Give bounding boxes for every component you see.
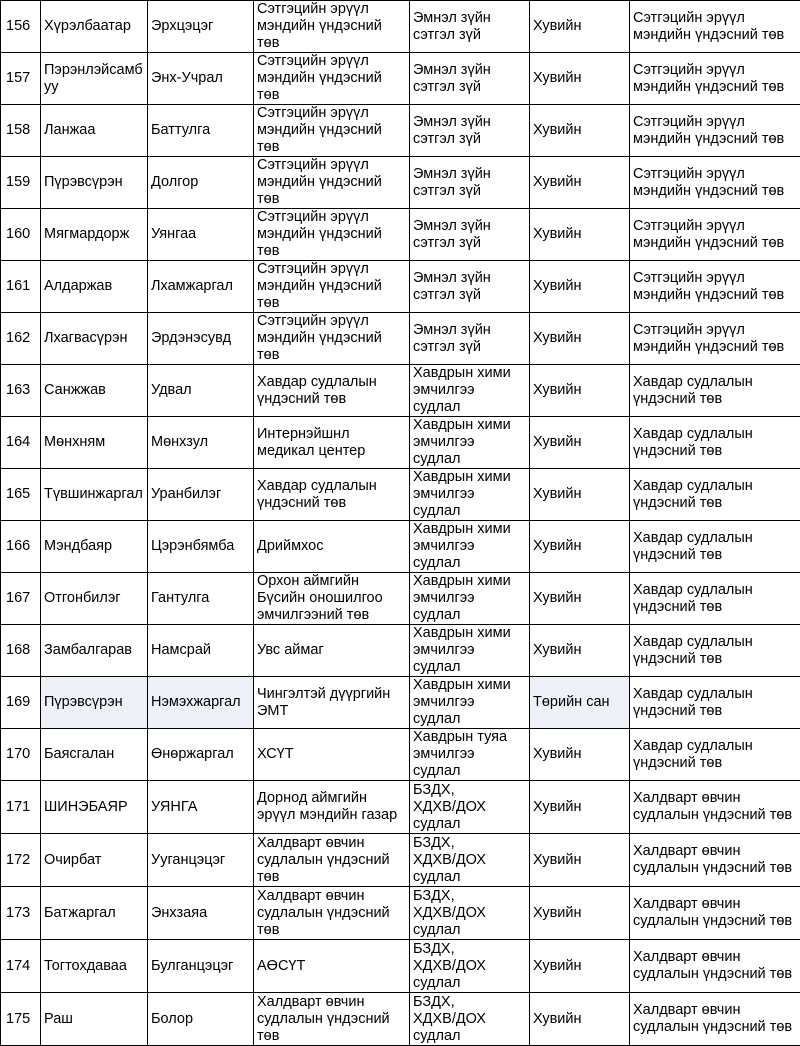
- cell-line: Халдварт өвчин: [257, 888, 406, 905]
- cell-line: Хавдрын хими: [413, 573, 526, 590]
- university-cell: [630, 417, 800, 469]
- cell-line: мэндийн үндэсний төв: [633, 131, 797, 148]
- cell-line: судлал: [413, 922, 526, 939]
- given-name-cell: Ууганцэцэг: [148, 834, 254, 887]
- cell-line: Сэтгэцийн эрүүл: [257, 261, 406, 278]
- surname-cell: Алдаржав: [41, 261, 148, 313]
- given-name-cell: Уянгаа: [148, 209, 254, 261]
- specialty-cell: [410, 313, 530, 365]
- row-number: 166: [1, 521, 41, 573]
- cell-line: Сэтгэцийн эрүүл: [633, 166, 797, 183]
- cell-line: Сэтгэцийн эрүүл: [633, 10, 797, 27]
- given-name-cell: Лхамжаргал: [148, 261, 254, 313]
- table-row: [1, 417, 800, 469]
- cell-line: судлалын үндэсний төв: [633, 860, 797, 877]
- cell-line: Сэтгэцийн эрүүл: [633, 62, 797, 79]
- row-number: 171: [1, 781, 41, 834]
- cell-line: Эмнэл зүйн: [413, 62, 526, 79]
- cell-line: эмчилгээ судлал: [413, 746, 526, 780]
- university-cell: [630, 573, 800, 625]
- cell-line: үндэсний төв: [633, 755, 797, 772]
- cell-line: эмчилгээ судлал: [413, 642, 526, 676]
- cell-line: ХДХВ/ДОХ: [413, 1011, 526, 1028]
- cell-line: үндэсний төв: [633, 547, 797, 564]
- funding-cell: Хувийн: [530, 940, 630, 993]
- university-cell: [630, 365, 800, 417]
- specialty-cell: [410, 677, 530, 729]
- cell-line: Хавдрын хими: [413, 677, 526, 694]
- specialty-cell: [410, 105, 530, 157]
- surname-cell: Пэрэнлэйсамб уу: [41, 53, 148, 105]
- given-name-cell: Булганцэцэг: [148, 940, 254, 993]
- cell-line: Хавдар судлалын: [633, 374, 797, 391]
- university-cell: [630, 157, 800, 209]
- given-name-cell: УЯНГА: [148, 781, 254, 834]
- funding-cell: Төрийн сан: [530, 677, 630, 729]
- row-number: 162: [1, 313, 41, 365]
- funding-cell: Хувийн: [530, 1, 630, 53]
- cell-line: БЗДХ,: [413, 941, 526, 958]
- cell-line: сэтгэл зүй: [413, 339, 526, 356]
- university-cell: [630, 53, 800, 105]
- cell-line: мэндийн үндэсний төв: [257, 226, 406, 260]
- surname-cell: Хүрэлбаатар: [41, 1, 148, 53]
- table-row: [1, 940, 800, 993]
- given-name-cell: Баттулга: [148, 105, 254, 157]
- given-name-cell: Эрдэнэсувд: [148, 313, 254, 365]
- cell-line: Халдварт өвчин: [633, 1002, 797, 1019]
- table-row: [1, 993, 800, 1046]
- cell-line: Сэтгэцийн эрүүл: [257, 313, 406, 330]
- cell-line: Эмнэл зүйн: [413, 166, 526, 183]
- funding-cell: Хувийн: [530, 887, 630, 940]
- cell-line: Хавдар судлалын: [633, 738, 797, 755]
- cell-line: Эмнэл зүйн: [413, 114, 526, 131]
- surname-cell: Мягмардорж: [41, 209, 148, 261]
- row-number: 170: [1, 729, 41, 781]
- cell-line: мэндийн үндэсний төв: [257, 18, 406, 52]
- table-row: [1, 834, 800, 887]
- cell-line: Хавдрын туяа: [413, 729, 526, 746]
- cell-line: Халдварт өвчин: [633, 790, 797, 807]
- cell-line: мэндийн үндэсний төв: [257, 70, 406, 104]
- organization-cell: [254, 940, 410, 993]
- row-number: 168: [1, 625, 41, 677]
- row-number: 156: [1, 1, 41, 53]
- university-cell: [630, 105, 800, 157]
- organization-cell: [254, 417, 410, 469]
- cell-line: төв: [257, 1028, 406, 1045]
- cell-line: Дорнод аймгийн: [257, 790, 406, 807]
- given-name-cell: Болор: [148, 993, 254, 1046]
- table-row: [1, 209, 800, 261]
- surname-cell: Санжжав: [41, 365, 148, 417]
- cell-line: Сэтгэцийн эрүүл: [633, 114, 797, 131]
- table-row: [1, 261, 800, 313]
- surname-cell: Тогтохдаваа: [41, 940, 148, 993]
- specialty-cell: [410, 261, 530, 313]
- given-name-cell: Долгор: [148, 157, 254, 209]
- specialty-cell: [410, 521, 530, 573]
- funding-cell: Хувийн: [530, 625, 630, 677]
- cell-line: Хавдар судлалын: [633, 686, 797, 703]
- row-number: 158: [1, 105, 41, 157]
- organization-cell: [254, 365, 410, 417]
- surname-cell: Батжаргал: [41, 887, 148, 940]
- specialty-cell: [410, 365, 530, 417]
- organization-cell: [254, 53, 410, 105]
- cell-line: Сэтгэцийн эрүүл: [257, 157, 406, 174]
- cell-line: Сэтгэцийн эрүүл: [257, 53, 406, 70]
- specialty-cell: [410, 209, 530, 261]
- organization-cell: [254, 729, 410, 781]
- cell-line: Хавдар судлалын: [257, 478, 406, 495]
- cell-line: Сэтгэцийн эрүүл: [257, 1, 406, 18]
- funding-cell: Хувийн: [530, 781, 630, 834]
- table-row: [1, 105, 800, 157]
- cell-line: судлал: [413, 869, 526, 886]
- given-name-cell: Нэмэхжаргал: [148, 677, 254, 729]
- given-name-cell: Намсрай: [148, 625, 254, 677]
- funding-cell: Хувийн: [530, 729, 630, 781]
- cell-line: эрүүл мэндийн газар: [257, 807, 406, 824]
- university-cell: [630, 887, 800, 940]
- cell-line: Сэтгэцийн эрүүл: [257, 105, 406, 122]
- cell-line: Сэтгэцийн эрүүл: [633, 322, 797, 339]
- specialty-cell: [410, 157, 530, 209]
- table-row: [1, 365, 800, 417]
- funding-cell: Хувийн: [530, 993, 630, 1046]
- cell-line: эмчилгээ судлал: [413, 434, 526, 468]
- surname-cell: Ланжаа: [41, 105, 148, 157]
- table-row: [1, 573, 800, 625]
- surname-cell: Очирбат: [41, 834, 148, 887]
- cell-line: БЗДХ,: [413, 994, 526, 1011]
- cell-line: мэндийн үндэсний төв: [633, 183, 797, 200]
- cell-line: Сэтгэцийн эрүүл: [257, 209, 406, 226]
- row-number: 173: [1, 887, 41, 940]
- university-cell: [630, 261, 800, 313]
- row-number: 167: [1, 573, 41, 625]
- cell-line: Эмнэл зүйн: [413, 218, 526, 235]
- given-name-cell: Эрхцэцэг: [148, 1, 254, 53]
- cell-line: Интернэйшнл: [257, 426, 406, 443]
- surname-cell: Мөнхням: [41, 417, 148, 469]
- specialty-cell: [410, 940, 530, 993]
- cell-line: үндэсний төв: [257, 495, 406, 512]
- university-cell: [630, 677, 800, 729]
- given-name-cell: Гантулга: [148, 573, 254, 625]
- cell-line: Хавдрын хими: [413, 521, 526, 538]
- specialty-cell: [410, 1, 530, 53]
- cell-line: ХДХВ/ДОХ: [413, 958, 526, 975]
- cell-line: ХСҮТ: [257, 746, 406, 763]
- university-cell: [630, 209, 800, 261]
- organization-cell: [254, 261, 410, 313]
- row-number: 169: [1, 677, 41, 729]
- table-row: [1, 521, 800, 573]
- cell-line: Орхон аймгийн: [257, 573, 406, 590]
- cell-line: Хавдар судлалын: [633, 582, 797, 599]
- given-name-cell: Цэрэнбямба: [148, 521, 254, 573]
- cell-line: Хавдар судлалын: [633, 530, 797, 547]
- table-row: [1, 887, 800, 940]
- university-cell: [630, 729, 800, 781]
- university-cell: [630, 940, 800, 993]
- cell-line: мэндийн үндэсний төв: [633, 79, 797, 96]
- organization-cell: [254, 834, 410, 887]
- cell-line: ХДХВ/ДОХ: [413, 852, 526, 869]
- surname-cell: Отгонбилэг: [41, 573, 148, 625]
- funding-cell: Хувийн: [530, 209, 630, 261]
- organization-cell: [254, 625, 410, 677]
- organization-cell: [254, 993, 410, 1046]
- cell-line: Халдварт өвчин: [257, 835, 406, 852]
- table-row: [1, 469, 800, 521]
- surname-cell: Баясгалан: [41, 729, 148, 781]
- row-number: 174: [1, 940, 41, 993]
- table-row: [1, 781, 800, 834]
- row-number: 175: [1, 993, 41, 1046]
- surname-cell: Түвшинжаргал: [41, 469, 148, 521]
- cell-line: судлалын үндэсний төв: [633, 1019, 797, 1036]
- row-number: 172: [1, 834, 41, 887]
- cell-line: сэтгэл зүй: [413, 287, 526, 304]
- cell-line: судлалын үндэсний: [257, 852, 406, 869]
- cell-line: судлалын үндэсний: [257, 905, 406, 922]
- table-row: [1, 313, 800, 365]
- cell-line: сэтгэл зүй: [413, 27, 526, 44]
- cell-line: Халдварт өвчин: [257, 994, 406, 1011]
- specialty-cell: [410, 729, 530, 781]
- given-name-cell: Мөнхзул: [148, 417, 254, 469]
- funding-cell: Хувийн: [530, 521, 630, 573]
- cell-line: Увс аймаг: [257, 642, 406, 659]
- cell-line: Хавдар судлалын: [633, 426, 797, 443]
- cell-line: судлал: [413, 816, 526, 833]
- row-number: 165: [1, 469, 41, 521]
- given-name-cell: Энх-Учрал: [148, 53, 254, 105]
- funding-cell: Хувийн: [530, 53, 630, 105]
- surname-cell: ШИНЭБАЯР: [41, 781, 148, 834]
- given-name-cell: Уранбилэг: [148, 469, 254, 521]
- organization-cell: [254, 781, 410, 834]
- row-number: 160: [1, 209, 41, 261]
- university-cell: [630, 781, 800, 834]
- cell-line: мэндийн үндэсний төв: [633, 339, 797, 356]
- cell-line: ХДХВ/ДОХ: [413, 905, 526, 922]
- cell-line: судлалын үндэсний төв: [633, 807, 797, 824]
- cell-line: мэндийн үндэсний төв: [633, 27, 797, 44]
- cell-line: Хавдрын хими: [413, 469, 526, 486]
- cell-line: үндэсний төв: [633, 651, 797, 668]
- cell-line: судлал: [413, 975, 526, 992]
- organization-cell: [254, 573, 410, 625]
- cell-line: эмчилгээ судлал: [413, 486, 526, 520]
- funding-cell: Хувийн: [530, 573, 630, 625]
- funding-cell: Хувийн: [530, 365, 630, 417]
- cell-line: сэтгэл зүй: [413, 235, 526, 252]
- surname-cell: Лхагвасүрэн: [41, 313, 148, 365]
- specialty-cell: [410, 469, 530, 521]
- surname-cell: Мэндбаяр: [41, 521, 148, 573]
- table-row: [1, 677, 800, 729]
- cell-line: мэндийн үндэсний төв: [633, 287, 797, 304]
- cell-line: судлал: [413, 1028, 526, 1045]
- organization-cell: [254, 887, 410, 940]
- cell-line: мэндийн үндэсний төв: [257, 330, 406, 364]
- specialty-cell: [410, 573, 530, 625]
- funding-cell: Хувийн: [530, 469, 630, 521]
- cell-line: Хавдар судлалын: [257, 374, 406, 391]
- table-row: [1, 625, 800, 677]
- funding-cell: Хувийн: [530, 834, 630, 887]
- cell-line: Хавдар судлалын: [633, 634, 797, 651]
- specialty-cell: [410, 781, 530, 834]
- cell-line: Эмнэл зүйн: [413, 10, 526, 27]
- cell-line: Хавдрын хими: [413, 365, 526, 382]
- organization-cell: [254, 469, 410, 521]
- row-number: 164: [1, 417, 41, 469]
- cell-line: мэндийн үндэсний төв: [257, 122, 406, 156]
- cell-line: үндэсний төв: [633, 703, 797, 720]
- funding-cell: Хувийн: [530, 417, 630, 469]
- cell-line: үндэсний төв: [633, 495, 797, 512]
- funding-cell: Хувийн: [530, 157, 630, 209]
- cell-line: судлалын үндэсний төв: [633, 913, 797, 930]
- cell-line: мэндийн үндэсний төв: [257, 278, 406, 312]
- funding-cell: Хувийн: [530, 105, 630, 157]
- organization-cell: [254, 677, 410, 729]
- table-row: [1, 1, 800, 53]
- organization-cell: [254, 105, 410, 157]
- cell-line: ХДХВ/ДОХ: [413, 799, 526, 816]
- cell-line: эмчилгээ судлал: [413, 590, 526, 624]
- cell-line: үндэсний төв: [633, 443, 797, 460]
- surname-cell: Пүрэвсүрэн: [41, 677, 148, 729]
- cell-line: ЭМТ: [257, 703, 406, 720]
- funding-cell: Хувийн: [530, 313, 630, 365]
- cell-line: үндэсний төв: [633, 599, 797, 616]
- university-cell: [630, 625, 800, 677]
- specialty-cell: [410, 625, 530, 677]
- cell-line: БЗДХ,: [413, 835, 526, 852]
- university-cell: [630, 1, 800, 53]
- cell-line: төв: [257, 869, 406, 886]
- row-number: 163: [1, 365, 41, 417]
- cell-line: үндэсний төв: [633, 391, 797, 408]
- cell-line: Хавдрын хими: [413, 625, 526, 642]
- cell-line: эмчилгээ судлал: [413, 538, 526, 572]
- cell-line: Бүсийн оношилгоо: [257, 590, 406, 607]
- cell-line: эмчилгээ судлал: [413, 694, 526, 728]
- university-cell: [630, 521, 800, 573]
- given-name-cell: Энхзаяа: [148, 887, 254, 940]
- cell-line: Хавдар судлалын: [633, 478, 797, 495]
- table-row: [1, 157, 800, 209]
- specialty-cell: [410, 993, 530, 1046]
- specialty-cell: [410, 834, 530, 887]
- organization-cell: [254, 209, 410, 261]
- funding-cell: Хувийн: [530, 261, 630, 313]
- given-name-cell: Өнөржаргал: [148, 729, 254, 781]
- specialty-cell: [410, 417, 530, 469]
- university-cell: [630, 993, 800, 1046]
- row-number: 159: [1, 157, 41, 209]
- organization-cell: [254, 521, 410, 573]
- cell-line: Дриймхос: [257, 538, 406, 555]
- row-number: 157: [1, 53, 41, 105]
- cell-line: мэндийн үндэсний төв: [257, 174, 406, 208]
- cell-line: БЗДХ,: [413, 782, 526, 799]
- cell-line: төв: [257, 922, 406, 939]
- cell-line: сэтгэл зүй: [413, 131, 526, 148]
- given-name-cell: Удвал: [148, 365, 254, 417]
- cell-line: БЗДХ,: [413, 888, 526, 905]
- cell-line: Хавдрын хими: [413, 417, 526, 434]
- cell-line: судлалын үндэсний төв: [633, 966, 797, 983]
- row-number: 161: [1, 261, 41, 313]
- surname-cell: Замбалгарав: [41, 625, 148, 677]
- cell-line: судлалын үндэсний: [257, 1011, 406, 1028]
- table-row: [1, 53, 800, 105]
- cell-line: мэндийн үндэсний төв: [633, 235, 797, 252]
- specialty-cell: [410, 53, 530, 105]
- cell-line: эмчилгээ судлал: [413, 382, 526, 416]
- table-row: [1, 729, 800, 781]
- cell-line: үндэсний төв: [257, 391, 406, 408]
- university-cell: [630, 469, 800, 521]
- university-cell: [630, 834, 800, 887]
- cell-line: эмчилгээний төв: [257, 607, 406, 624]
- organization-cell: [254, 313, 410, 365]
- cell-line: сэтгэл зүй: [413, 79, 526, 96]
- surname-cell: Пүрэвсүрэн: [41, 157, 148, 209]
- cell-line: сэтгэл зүй: [413, 183, 526, 200]
- cell-line: АӨСҮТ: [257, 958, 406, 975]
- cell-line: Халдварт өвчин: [633, 843, 797, 860]
- cell-line: медикал центер: [257, 443, 406, 460]
- cell-line: Эмнэл зүйн: [413, 322, 526, 339]
- organization-cell: [254, 157, 410, 209]
- surname-cell: Раш: [41, 993, 148, 1046]
- cell-line: Сэтгэцийн эрүүл: [633, 218, 797, 235]
- cell-line: Чингэлтэй дүүргийн: [257, 686, 406, 703]
- organization-cell: [254, 1, 410, 53]
- cell-line: Халдварт өвчин: [633, 949, 797, 966]
- cell-line: Эмнэл зүйн: [413, 270, 526, 287]
- cell-line: Халдварт өвчин: [633, 896, 797, 913]
- specialty-cell: [410, 887, 530, 940]
- cell-line: Сэтгэцийн эрүүл: [633, 270, 797, 287]
- university-cell: [630, 313, 800, 365]
